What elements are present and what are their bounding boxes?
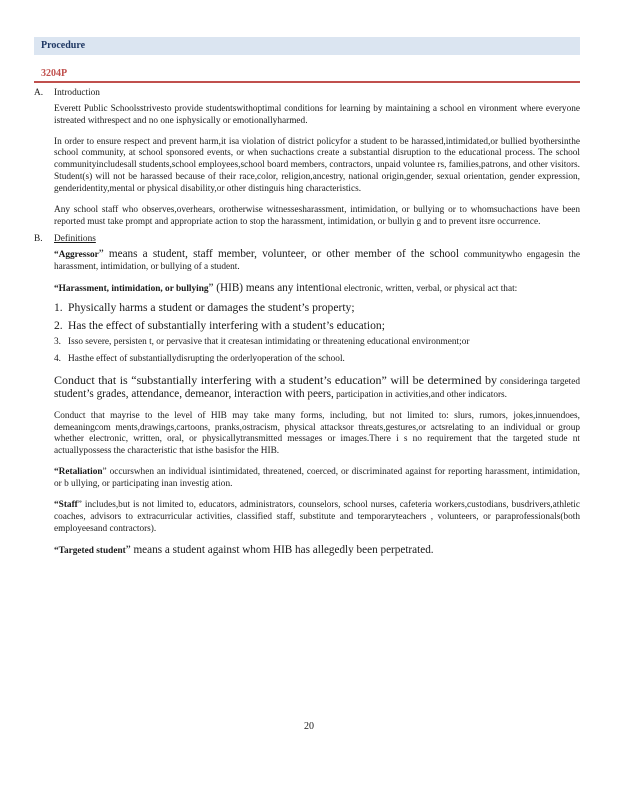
hib-definition: ” (HIB) means any intentio <box>208 282 331 295</box>
criterion-text: Has the effect of substantially interfering with a student’s education; <box>68 319 385 333</box>
page-number: 20 <box>304 721 314 732</box>
section-b-heading <box>34 234 580 246</box>
criterion-number: 4. <box>54 353 61 364</box>
definition-aggressor <box>54 249 580 274</box>
targeted-term: “Targeted student <box>54 545 126 556</box>
hib-term: “Harassment, intimidation, or bullying <box>54 284 209 295</box>
conduct-lead: Conduct that is “substantially interfering with a student’s education” will be determined by <box>54 372 497 387</box>
staff-definition: ” includes,but is not limited to, educators, administrators, counselors, school nurses, cafeteria workers,custodians, busdrivers,athletic coaches, advisors to extracurricular activities, classified staff, substitute and temporaryteachers , volunteers, or paraprofessionals(both employeesand contractors). <box>54 500 580 534</box>
section-b-letter: B. <box>34 233 43 244</box>
conduct-lead-2b: student’s grades, attendance, demeanor, interaction with peers, <box>54 387 334 400</box>
aggressor-term: “Aggressor <box>54 250 99 261</box>
policy-code: 3204P <box>41 68 68 79</box>
targeted-definition: ” means a student against whom HIB has allegedly been perpetrated. <box>125 543 434 556</box>
definition-staff <box>54 500 580 535</box>
criterion-text: Physically harms a student or damages the student’s property; <box>68 301 355 315</box>
aggressor-definition-cont: communitywho engagesin the harassment, intimidation, or bullying of a student. <box>54 250 581 273</box>
hib-definition-cont: nal electronic, written, verbal, or physical act that: <box>330 284 518 295</box>
criterion-number: 2. <box>54 319 63 333</box>
conduct-forms-paragraph: Conduct that mayrise to the level of HIB may take many forms, including, but not limited to: slurs, rumors, jokes,innuendoes, demeaningcom ments,drawings,cartoons, pranks,ostracism, physical attacksor threats,gestures,or actsrelating to an individual or group whether electronic, written, oral, or physicallytransmitted messages or images.There i s no requirement that the targeted stude nt actuallypossess the characteristic that isthe basisfor the HIB. <box>54 410 580 457</box>
hib-criterion-4 <box>54 354 580 366</box>
conduct-lead-2a: consideringa targeted <box>499 376 580 387</box>
procedure-header-bar <box>34 37 580 55</box>
conduct-lead-3: participation in activities,and other indicators. <box>336 389 508 400</box>
header-divider <box>34 81 580 83</box>
intro-paragraph-2: In order to ensure respect and prevent harm,it isa violation of district policyfor a student to be harassed,intimidated,or bullied byothersinthe school community, at school sponsored events, or when suchactions create a substantial disruption to the educational process. The school communityincludesall students,school employees,school board members, contractors, unpaid voluntee rs, families,patrons, and other visitors. Student(s) will not be harassed because of their race,color, religion,ancestry, national origin,gender, sexual orientation, gender expression, genderidentity,mental or physical disability,or other distinguis hing characteristics. <box>54 136 580 194</box>
document-body <box>34 88 580 563</box>
aggressor-definition: ” means a student, staff member, volunteer, or other member of the school <box>98 248 459 261</box>
staff-term: “Staff <box>54 500 78 511</box>
section-a-title: Introduction <box>54 88 100 98</box>
retaliation-term: “Retaliation <box>54 467 103 478</box>
definition-targeted-student <box>54 545 580 558</box>
intro-paragraph-3: Any school staff who observes,overhears, orotherwise witnessesharassment, intimidation, or bullying or to whomsuchactions have been reported must take prompt and appropriate action to stop the harassment, intimidation, or bullyin g and to prevent itsre occurrence. <box>54 204 580 227</box>
procedure-label: Procedure <box>41 40 86 51</box>
definition-hib <box>54 283 580 296</box>
hib-criterion-3 <box>54 337 580 349</box>
criterion-number: 1. <box>54 301 63 315</box>
hib-criterion-2 <box>54 319 580 332</box>
criterion-text: Hasthe effect of substantiallydisrupting the orderlyoperation of the school. <box>68 353 345 364</box>
retaliation-definition: ” occurswhen an individual isintimidated, threatened, coerced, or discriminated against for reporting harassment, intimidation, or b ullying, or participating inan investig ation. <box>54 467 580 490</box>
intro-paragraph-1: Everett Public Schoolsstrivesto provide studentswithoptimal conditions for learning by maintaining a school en vironment where everyone istreated withrespect and no one isphysically or emotionallyharmed. <box>54 103 580 126</box>
criterion-number: 3. <box>54 337 61 348</box>
criterion-text: Isso severe, persisten t, or pervasive that it createsan intimidating or threatening educational environment;or <box>68 337 470 348</box>
section-a-heading <box>34 88 580 100</box>
section-b-title: Definitions <box>54 233 96 244</box>
hib-criterion-1 <box>54 301 580 314</box>
definition-retaliation <box>54 467 580 491</box>
conduct-definition <box>54 372 580 402</box>
section-a-letter: A. <box>34 88 44 98</box>
